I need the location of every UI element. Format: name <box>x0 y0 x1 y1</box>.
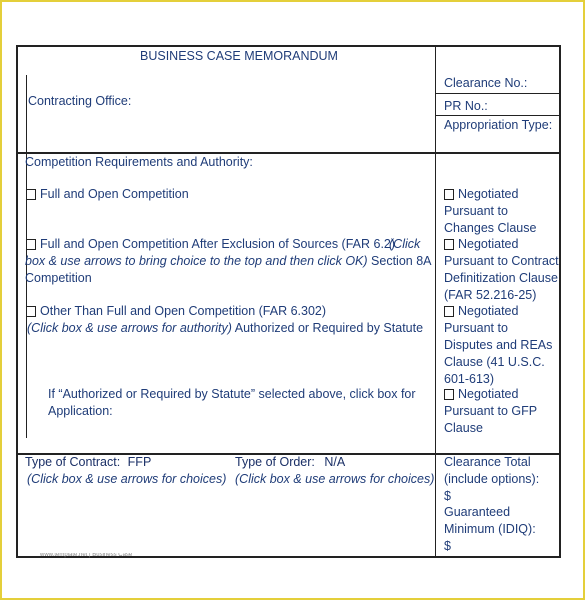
negotiated-changes-checkbox[interactable] <box>444 189 454 200</box>
outer-left-border <box>16 45 18 558</box>
after-exclusion-line3: Competition <box>25 271 92 285</box>
after-exclusion-line2 <box>25 253 432 269</box>
negotiated-disputes-line2: Pursuant to <box>444 321 508 335</box>
contract-type-hint: (Click box & use arrows for choices) <box>27 472 227 486</box>
full-open-checkbox[interactable] <box>26 189 36 200</box>
contracting-office-label: Contracting Office: <box>28 94 132 108</box>
negotiated-gfp-option[interactable] <box>444 386 518 402</box>
clearance-total-line1: Clearance Total <box>444 455 531 469</box>
other-than-line2 <box>27 320 423 336</box>
statute-line2: Application: <box>48 404 113 418</box>
negotiated-disputes-line1: Negotiated <box>458 304 519 318</box>
other-than-option[interactable] <box>26 303 326 319</box>
faint-footer-text: www.template.net | Business Case <box>40 553 133 558</box>
negotiated-changes-line1: Negotiated <box>458 187 519 201</box>
negotiated-contract-def-line4: (FAR 52.216-25) <box>444 288 537 302</box>
other-than-checkbox[interactable] <box>26 306 36 317</box>
pr-row-bottom <box>436 115 559 116</box>
negotiated-gfp-line3: Clause <box>444 421 483 435</box>
guaranteed-min-line1: Guaranteed <box>444 505 511 519</box>
negotiated-changes-line2: Pursuant to <box>444 204 508 218</box>
negotiated-contract-def-option[interactable] <box>444 236 518 252</box>
after-exclusion-checkbox[interactable] <box>26 239 36 250</box>
after-exclusion-hint-start: (Click <box>389 237 421 251</box>
guaranteed-min-line2: Minimum (IDIQ): <box>444 522 536 536</box>
full-open-label: Full and Open Competition <box>40 187 189 201</box>
clearance-total-value[interactable]: $ <box>444 489 451 503</box>
after-exclusion-label: Full and Open Competition After Exclusion of Sources (FAR 6.2) <box>40 237 396 251</box>
statute-line1: If “Authorized or Required by Statute” selected above, click box for <box>48 387 416 401</box>
right-column-divider <box>435 45 436 558</box>
after-exclusion-hint: box & use arrows to bring choice to the top and then click OK) <box>25 254 368 268</box>
negotiated-contract-def-line3: Definitization Clause <box>444 271 558 285</box>
negotiated-disputes-option[interactable] <box>444 303 518 319</box>
appropriation-type-label: Appropriation Type: <box>444 118 553 132</box>
pr-row-top <box>436 93 559 94</box>
negotiated-gfp-checkbox[interactable] <box>444 389 454 400</box>
business-case-form <box>16 45 561 558</box>
negotiated-contract-def-checkbox[interactable] <box>444 239 454 250</box>
statute-authority-label[interactable]: Authorized or Required by Statute <box>234 321 424 335</box>
negotiated-contract-def-line1: Negotiated <box>458 237 519 251</box>
contract-type-value[interactable]: FFP <box>127 455 152 469</box>
negotiated-disputes-line5: 601-613) <box>444 372 495 386</box>
negotiated-contract-def-line2: Pursuant to Contract <box>444 254 559 268</box>
competition-heading: Competition Requirements and Authority: <box>25 155 253 169</box>
after-exclusion-option[interactable] <box>26 236 395 252</box>
full-open-option[interactable] <box>26 186 189 202</box>
outer-top-border <box>16 45 561 47</box>
other-than-label: Other Than Full and Open Competition (FAR 6.302) <box>40 304 327 318</box>
clearance-no-label: Clearance No.: <box>444 76 528 90</box>
negotiated-disputes-line4: Clause (41 U.S.C. <box>444 355 545 369</box>
pr-no-label: PR No.: <box>444 99 488 113</box>
negotiated-disputes-line3: Disputes and REAs <box>444 338 553 352</box>
outer-right-border <box>559 45 561 558</box>
negotiated-gfp-line1: Negotiated <box>458 387 519 401</box>
negotiated-changes-line3: Changes Clause <box>444 221 537 235</box>
section-8a-label: Section 8A <box>371 254 432 268</box>
other-than-hint: (Click box & use arrows for authority) <box>27 321 232 335</box>
negotiated-changes-option[interactable] <box>444 186 518 202</box>
order-type-value[interactable]: N/A <box>324 455 346 469</box>
contract-type-row <box>25 454 151 470</box>
order-type-hint: (Click box & use arrows for choices) <box>235 472 435 486</box>
contract-type-label: Type of Contract: <box>25 455 121 469</box>
order-type-label: Type of Order: <box>235 455 315 469</box>
negotiated-disputes-checkbox[interactable] <box>444 306 454 317</box>
memo-title: BUSINESS CASE MEMORANDUM <box>140 49 338 63</box>
guaranteed-min-value[interactable]: $ <box>444 539 451 553</box>
clearance-total-line2: (include options): <box>444 472 540 486</box>
negotiated-gfp-line2: Pursuant to GFP <box>444 404 538 418</box>
order-type-row <box>235 454 345 470</box>
